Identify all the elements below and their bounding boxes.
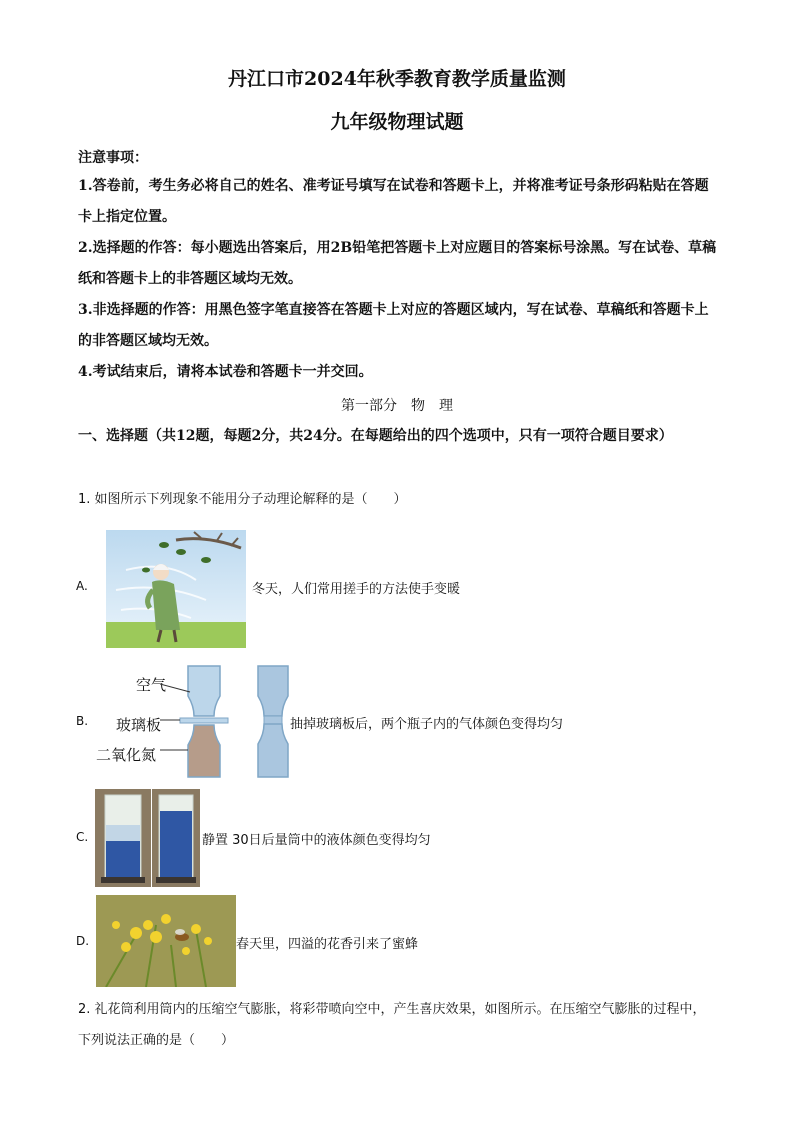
part-title: 第一部分 物 理 [341, 398, 453, 414]
label-nitrogen-dioxide: 二氧化氮 [96, 746, 157, 764]
notice-item-2: 2.选择题的作答：每小题选出答案后，用2B铅笔把答题卡上对应题目的答案标号涂黑。写在试卷、草稿纸和答题卡上的非答题区域均无效。 [78, 240, 717, 287]
option-b-text: 抽掉玻璃板后，两个瓶子内的气体颜色变得均匀 [290, 717, 564, 732]
flower-bee-image [96, 895, 236, 987]
question-1-stem: 1. 如图所示下列现象不能用分子动理论解释的是（ ） [78, 492, 407, 507]
page-subtitle: 九年级物理试题 [330, 111, 464, 133]
page-title: 丹江口市2024年秋季教育教学质量监测 [228, 68, 566, 90]
cylinder-before-image [95, 789, 151, 887]
windy-elder-illustration [106, 530, 246, 648]
option-d-text: 春天里，四溢的花香引来了蜜蜂 [236, 937, 419, 952]
cylinder-after-image [152, 789, 200, 887]
option-b-label: B. [76, 714, 89, 728]
option-a-text: 冬天，人们常用搓手的方法使手变暖 [252, 582, 461, 597]
gas-diffusion-diagram [160, 664, 290, 782]
label-glass-plate: 玻璃板 [116, 716, 162, 734]
notice-heading: 注意事项： [78, 150, 148, 166]
notice-item-1: 1.答卷前，考生务必将自己的姓名、准考证号填写在试卷和答题卡上，并将准考证号条形码粘贴在答题卡上指定位置。 [78, 178, 709, 225]
option-d-label: D. [76, 934, 90, 948]
question-2-stem: 2. 礼花筒利用筒内的压缩空气膨胀，将彩带喷向空中，产生喜庆效果，如图所示。在压缩空气膨胀的过程中，下列说法正确的是（ ） [78, 1002, 706, 1048]
notice-item-3: 3.非选择题的作答：用黑色签字笔直接答在答题卡上对应的答题区域内，写在试卷、草稿纸和答题卡上的非答题区域均无效。 [78, 302, 709, 349]
section-heading: 一、选择题（共12题，每题2分，共24分。在每题给出的四个选项中，只有一项符合题目要求） [78, 428, 673, 444]
notice-item-4: 4.考试结束后，请将本试卷和答题卡一并交回。 [78, 364, 373, 380]
option-c-text: 静置 30日后量筒中的液体颜色变得均匀 [202, 833, 431, 848]
label-air: 空气 [136, 676, 167, 694]
option-a-image [106, 530, 246, 648]
option-a-label: A. [76, 579, 88, 593]
option-c-label: C. [76, 830, 89, 844]
